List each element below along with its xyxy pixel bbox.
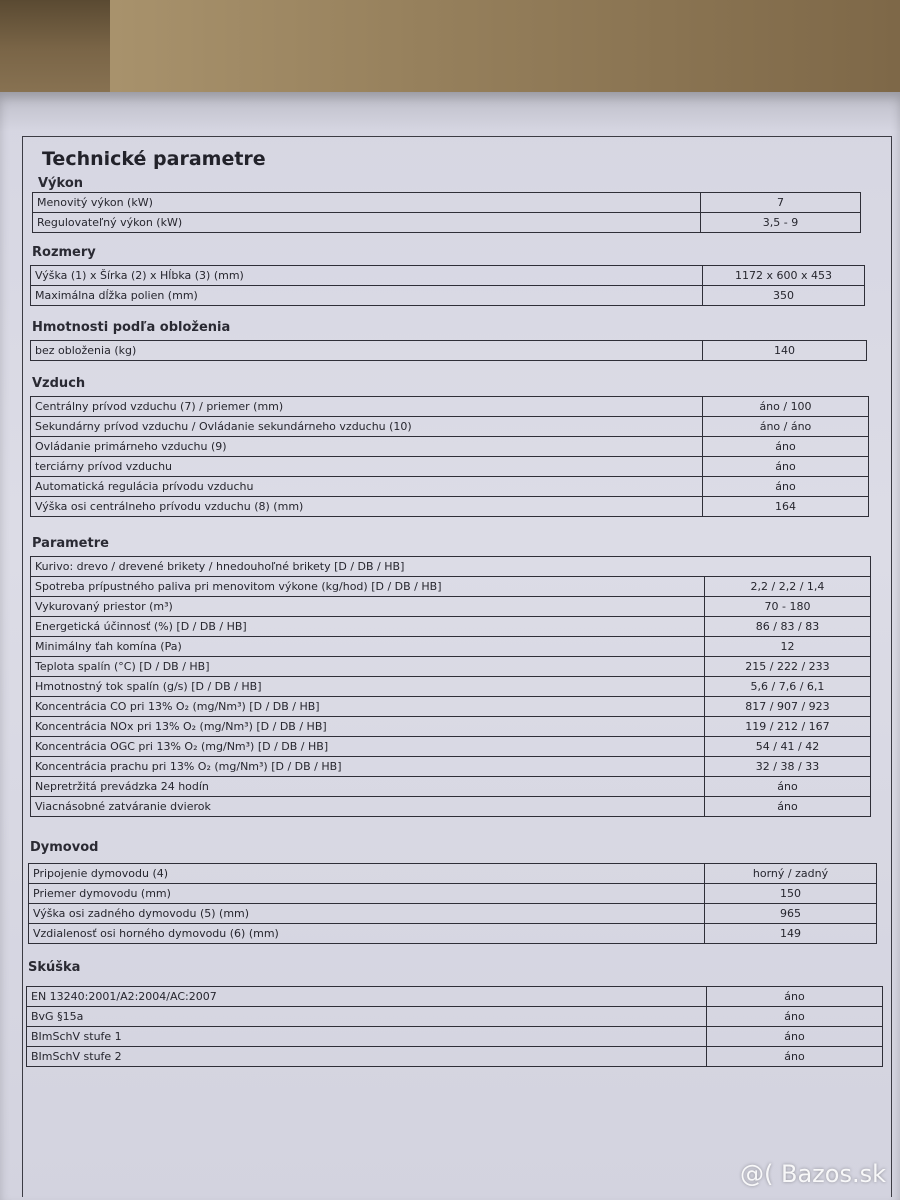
table-row [27,987,883,1007]
table-row [31,657,871,677]
table-parametre [30,556,871,817]
table-row [31,417,869,437]
row-value: 119 / 212 / 167 [705,717,871,737]
table-row [29,904,877,924]
section-heading-rozmery: Rozmery [32,245,96,260]
row-value: 3,5 - 9 [701,213,861,233]
row-value: 1172 x 600 x 453 [703,266,865,286]
table-row [31,557,871,577]
row-label: Maximálna dĺžka polien (mm) [31,286,703,306]
table-row [31,757,871,777]
row-value: áno [705,797,871,817]
row-value: áno / 100 [703,397,869,417]
table-row [31,286,865,306]
row-value: 149 [705,924,877,944]
row-value: 140 [703,341,867,361]
table-row [31,577,871,597]
table-row [31,497,869,517]
section-heading-skuska: Skúška [28,960,81,975]
row-value: 54 / 41 / 42 [705,737,871,757]
row-value: áno [707,1007,883,1027]
row-value: áno [703,437,869,457]
table-row [31,717,871,737]
row-value: horný / zadný [705,864,877,884]
row-label: Koncentrácia prachu pri 13% O₂ (mg/Nm³) [D / DB / HB] [31,757,705,777]
table-row [31,437,869,457]
table-row [31,737,871,757]
row-value: áno [707,987,883,1007]
row-label: Spotreba prípustného paliva pri menovitom výkone (kg/hod) [D / DB / HB] [31,577,705,597]
row-label: Vzdialenosť osi horného dymovodu (6) (mm) [29,924,705,944]
table-row [31,617,871,637]
watermark-logo: @( Bazos.sk [740,1160,886,1188]
row-value: 12 [705,637,871,657]
table-row [27,1027,883,1047]
row-label: Vykurovaný priestor (m³) [31,597,705,617]
table-dymovod [28,863,877,944]
row-label: Výška (1) x Šírka (2) x Hĺbka (3) (mm) [31,266,703,286]
row-label: Minimálny ťah komína (Pa) [31,637,705,657]
row-label: Viacnásobné zatváranie dvierok [31,797,705,817]
section-heading-parametre: Parametre [32,536,109,551]
row-label: Energetická účinnosť (%) [D / DB / HB] [31,617,705,637]
table-row [33,193,861,213]
table-row [31,266,865,286]
row-label: terciárny prívod vzduchu [31,457,703,477]
row-value: 965 [705,904,877,924]
row-value: 7 [701,193,861,213]
row-value: 164 [703,497,869,517]
paper-shadow [0,92,900,132]
row-label: EN 13240:2001/A2:2004/AC:2007 [27,987,707,1007]
section-heading-dymovod: Dymovod [30,840,99,855]
table-row [27,1007,883,1027]
table-row [29,884,877,904]
row-label: Koncentrácia CO pri 13% O₂ (mg/Nm³) [D / DB / HB] [31,697,705,717]
table-row [27,1047,883,1067]
table-row [31,477,869,497]
row-value: áno [707,1027,883,1047]
row-label: Centrálny prívod vzduchu (7) / priemer (mm) [31,397,703,417]
section-heading-vzduch: Vzduch [32,376,86,391]
row-label: BImSchV stufe 1 [27,1027,707,1047]
row-value: 2,2 / 2,2 / 1,4 [705,577,871,597]
row-value: 5,6 / 7,6 / 6,1 [705,677,871,697]
table-row [31,457,869,477]
table-row [31,597,871,617]
row-label: Výška osi centrálneho prívodu vzduchu (8) (mm) [31,497,703,517]
table-row [31,637,871,657]
row-value: áno [707,1047,883,1067]
row-label: Koncentrácia OGC pri 13% O₂ (mg/Nm³) [D / DB / HB] [31,737,705,757]
table-rozmery [30,265,865,306]
row-value: 86 / 83 / 83 [705,617,871,637]
table-row [33,213,861,233]
table-vzduch [30,396,869,517]
row-value: áno [703,457,869,477]
row-value: 350 [703,286,865,306]
table-row [31,797,871,817]
row-label: bez obloženia (kg) [31,341,703,361]
row-label: Výška osi zadného dymovodu (5) (mm) [29,904,705,924]
section-heading-hmotnosti: Hmotnosti podľa obloženia [32,320,231,335]
table-vykon [32,192,861,233]
table-row [29,924,877,944]
page-title: Technické parametre [42,148,266,170]
row-label: Pripojenie dymovodu (4) [29,864,705,884]
row-value: 70 - 180 [705,597,871,617]
row-value: áno / áno [703,417,869,437]
table-row [29,864,877,884]
table-row [31,397,869,417]
row-value: 32 / 38 / 33 [705,757,871,777]
row-label: Hmotnostný tok spalín (g/s) [D / DB / HB] [31,677,705,697]
row-label: Menovitý výkon (kW) [33,193,701,213]
row-value: 817 / 907 / 923 [705,697,871,717]
row-label: Regulovateľný výkon (kW) [33,213,701,233]
kurivo-label: Kurivo: drevo / drevené brikety / hnedouhoľné brikety [D / DB / HB] [31,557,871,577]
table-skuska [26,986,883,1067]
row-value: 215 / 222 / 233 [705,657,871,677]
table-hmotnosti [30,340,867,361]
row-label: Sekundárny prívod vzduchu / Ovládanie sekundárneho vzduchu (10) [31,417,703,437]
row-value: 150 [705,884,877,904]
section-heading-vykon: Výkon [38,176,84,191]
table-row [31,341,867,361]
background-cloth [110,0,900,100]
row-value: áno [705,777,871,797]
row-label: Koncentrácia NOx pri 13% O₂ (mg/Nm³) [D / DB / HB] [31,717,705,737]
row-label: Nepretržitá prevádzka 24 hodín [31,777,705,797]
row-label: Teplota spalín (°C) [D / DB / HB] [31,657,705,677]
row-label: BImSchV stufe 2 [27,1047,707,1067]
row-label: Priemer dymovodu (mm) [29,884,705,904]
row-value: áno [703,477,869,497]
row-label: Automatická regulácia prívodu vzduchu [31,477,703,497]
table-row [31,677,871,697]
row-label: BvG §15a [27,1007,707,1027]
table-row [31,697,871,717]
row-label: Ovládanie primárneho vzduchu (9) [31,437,703,457]
table-row [31,777,871,797]
